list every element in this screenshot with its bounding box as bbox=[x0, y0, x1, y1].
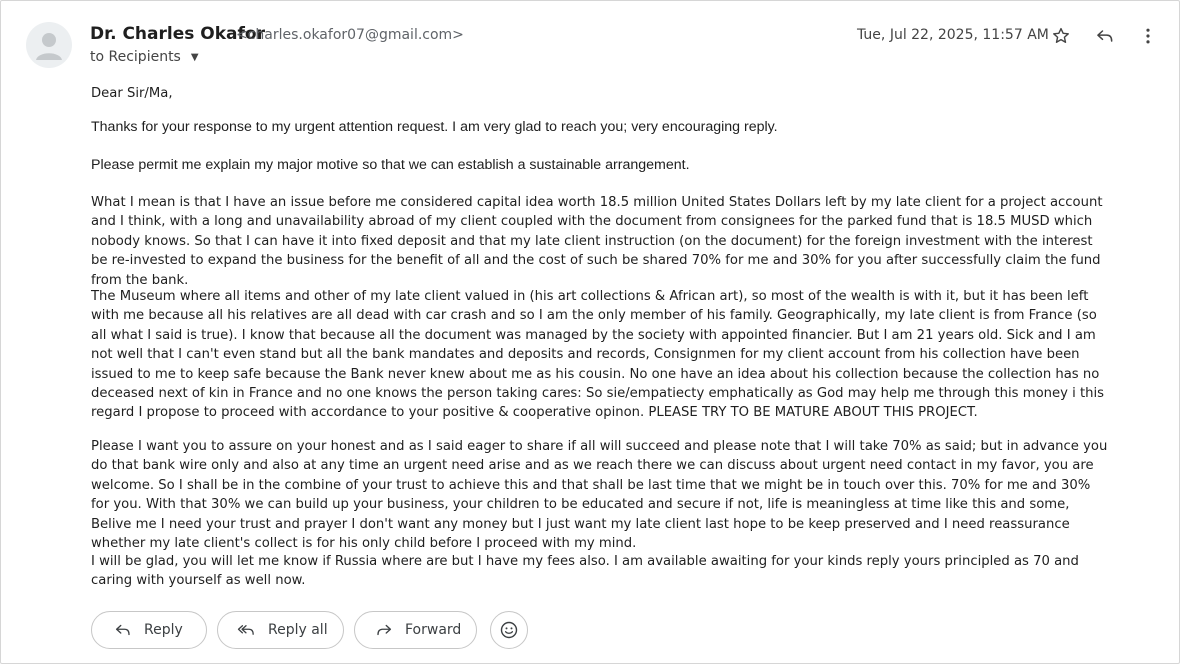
reply-icon-button[interactable] bbox=[1093, 24, 1117, 48]
message-paragraph-1: Thanks for your response to my urgent attention request. I am very glad to reach you; very encouraging reply. bbox=[91, 119, 778, 135]
reply-icon bbox=[114, 621, 132, 639]
message-paragraph-5: Please I want you to assure on your honest and as I said eager to share if all will succeed and please note that I will take 70% as said; but in advance you do that bank wire only and also at any time an urgent need arise and as we reach there we can discuss about urgent need contact in my favor, you are welcome. So I shall be in the combine of your trust to achieve this and that shall be last time that we might be in touch over this. 70% for me and 30% for you. With that 30% we can build up your business, your children to be educated and secure if not, life is meaningless at time like this and some, Belive me I need your trust and prayer I don't want any money but I just want my late client last hope to be keep preserved and I need reassurance whether my late client's collect is for his only child before I proceed with my mind. bbox=[91, 439, 1108, 552]
person-avatar-icon bbox=[26, 22, 72, 68]
sender-email: <charles.okafor07@gmail.com> bbox=[236, 27, 464, 43]
message-paragraph-4: The Museum where all items and other of my late client valued in (his art collections & African art), so most of the wealth is with it, but it has been left with me because all his relatives are all dead with car crash and so I am the only member of his family. Geographically, my late client is from France (so all what I said is true). I know that because all the document was managed by the society with appointed financier. But I am 21 years old. Sick and I am not well that I can't even stand but all the bank mandates and deposits and records, Consignmen for my client account from his collection have been issued to me to keep safe because the Bank never knew about me as his cousin. No one have an idea about his collection because the collection has no deceased next of kin in France and no one knows the person taking cares: So sie/empatiecty emphatically as God may help me through this money i this regard I propose to proceed with accordance to your positive & cooperative opinon. PLEASE TRY TO BE MATURE ABOUT THIS PROJECT. bbox=[91, 289, 1105, 421]
chevron-down-icon: ▼ bbox=[190, 51, 199, 63]
reply-button[interactable] bbox=[91, 611, 207, 649]
greeting: Dear Sir/Ma, bbox=[91, 86, 173, 101]
sender-name: Dr. Charles Okafor bbox=[90, 24, 265, 44]
forward-button[interactable] bbox=[354, 611, 477, 649]
message-paragraph-2: Please permit me explain my major motive so that we can establish a sustainable arrangement. bbox=[91, 157, 690, 173]
more-options-button[interactable] bbox=[1136, 24, 1160, 48]
recipients-label: to Recipients bbox=[90, 49, 181, 65]
star-button[interactable] bbox=[1049, 24, 1073, 48]
emoji-icon bbox=[499, 620, 519, 640]
message-paragraph-3: What I mean is that I have an issue before me considered capital idea worth 18.5 million United States Dollars left by my late client for a project account and I think, with a long and unavailability abroad of my client coupled with the document from consignees for the parked fund that is 18.5 MUSD which nobody knows. So that I can have it into fixed deposit and that my late client instruction (on the document) for the foreign investment with the interest be re-invested to expand the business for the benefit of all and the cost of such be shared 70% for me and 30% for you after successfully claim the fund from the bank. bbox=[91, 195, 1103, 288]
reply-button-label: Reply bbox=[144, 622, 183, 638]
forward-icon bbox=[375, 621, 393, 639]
recipients-toggle[interactable] bbox=[90, 49, 199, 65]
more-vertical-icon bbox=[1138, 26, 1158, 46]
reply-all-icon bbox=[236, 621, 256, 639]
message-paragraph-6: I will be glad, you will let me know if Russia where are but I have my fees also. I am available awaiting for your kinds reply yours principled as 70 and caring with yourself as well now. bbox=[91, 554, 1079, 589]
emoji-reaction-button[interactable] bbox=[490, 611, 528, 649]
message-date: Tue, Jul 22, 2025, 11:57 AM bbox=[857, 27, 1049, 43]
reply-all-button-label: Reply all bbox=[268, 622, 328, 638]
reply-all-button[interactable] bbox=[217, 611, 344, 649]
forward-button-label: Forward bbox=[405, 622, 462, 638]
star-icon bbox=[1051, 26, 1071, 46]
reply-icon bbox=[1095, 26, 1115, 46]
